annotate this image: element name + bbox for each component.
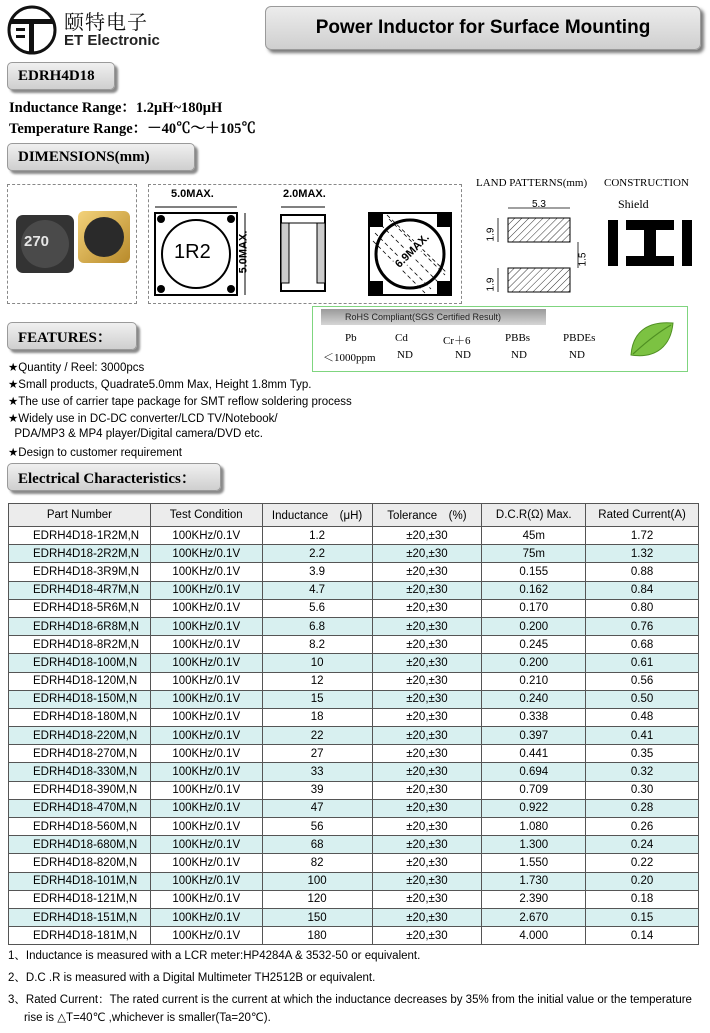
tolerance-cell: ±20,±30 [372, 799, 482, 817]
test-condition-cell: 100KHz/0.1V [150, 872, 262, 890]
logo-english-name: ET Electronic [64, 32, 160, 49]
table-row [9, 818, 699, 836]
col-part-number: Part Number [9, 504, 151, 527]
inductance-cell: 4.7 [262, 581, 372, 599]
inductance-cell: 39 [262, 781, 372, 799]
rohs-val-pbbs: ND [511, 349, 527, 361]
dcr-cell: 1.550 [482, 854, 586, 872]
part-number-cell: EDRH4D18-390M,N [9, 781, 151, 799]
inductance-cell: 150 [262, 908, 372, 926]
part-number-cell: EDRH4D18-330M,N [9, 763, 151, 781]
tolerance-cell: ±20,±30 [372, 890, 482, 908]
note-1: 1、Inductance is measured with a LCR meter:HP4284A & 3532-50 or equivalent. [8, 950, 421, 962]
rohs-val-cd: ND [397, 349, 413, 361]
table-header-row [9, 504, 699, 527]
shield-label: Shield [618, 197, 649, 211]
dcr-cell: 0.200 [482, 617, 586, 635]
table-row [9, 672, 699, 690]
test-condition-cell: 100KHz/0.1V [150, 927, 262, 945]
part-number-cell: EDRH4D18-151M,N [9, 908, 151, 926]
et-logo-icon [6, 4, 58, 56]
table-row [9, 836, 699, 854]
dcr-cell: 0.694 [482, 763, 586, 781]
inductance-cell: 180 [262, 927, 372, 945]
rated-current-cell: 0.84 [586, 581, 699, 599]
dimension-drawing [148, 184, 462, 304]
rated-current-cell: 1.32 [586, 545, 699, 563]
model-tab: EDRH4D18 [7, 62, 115, 90]
rated-current-cell: 0.48 [586, 708, 699, 726]
inductance-cell: 33 [262, 763, 372, 781]
part-number-cell: EDRH4D18-680M,N [9, 836, 151, 854]
inductance-cell: 1.2 [262, 527, 372, 545]
inductance-cell: 68 [262, 836, 372, 854]
feature-item: PDA/MP3 & MP4 player/Digital camera/DVD etc. [8, 428, 263, 440]
table-row [9, 927, 699, 945]
inductance-cell: 47 [262, 799, 372, 817]
rohs-col-pbdes: PBDEs [563, 332, 596, 344]
dimensions-tab: DIMENSIONS(mm) [7, 143, 195, 171]
tolerance-cell: ±20,±30 [372, 745, 482, 763]
land-pattern-diagram [480, 196, 590, 301]
table-row [9, 545, 699, 563]
inductance-cell: 100 [262, 872, 372, 890]
table-row [9, 581, 699, 599]
tolerance-cell: ±20,±30 [372, 599, 482, 617]
inductance-range: Inductance Range：1.2μH~180μH [9, 100, 223, 116]
table-row [9, 636, 699, 654]
test-condition-cell: 100KHz/0.1V [150, 672, 262, 690]
table-row [9, 527, 699, 545]
dcr-cell: 2.670 [482, 908, 586, 926]
inductance-cell: 15 [262, 690, 372, 708]
dcr-cell: 1.730 [482, 872, 586, 890]
rated-current-cell: 0.28 [586, 799, 699, 817]
dcr-cell: 0.170 [482, 599, 586, 617]
dcr-cell: 45m [482, 527, 586, 545]
table-row [9, 890, 699, 908]
construction-shield-icon [608, 218, 692, 268]
tolerance-cell: ±20,±30 [372, 781, 482, 799]
rated-current-cell: 0.30 [586, 781, 699, 799]
dcr-cell: 0.200 [482, 654, 586, 672]
tolerance-cell: ±20,±30 [372, 581, 482, 599]
company-logo [6, 4, 160, 56]
tolerance-cell: ±20,±30 [372, 654, 482, 672]
tolerance-cell: ±20,±30 [372, 672, 482, 690]
land-pad-a-dim: 1.9 [485, 227, 497, 242]
electrical-tab: Electrical Characteristics： [7, 463, 221, 491]
test-condition-cell: 100KHz/0.1V [150, 890, 262, 908]
table-row [9, 872, 699, 890]
temperature-range: Temperature Range：－40℃～＋105℃ [9, 121, 256, 137]
rated-current-cell: 0.41 [586, 727, 699, 745]
test-condition-cell: 100KHz/0.1V [150, 617, 262, 635]
inductance-cell: 22 [262, 727, 372, 745]
rohs-col-cd: Cd [395, 332, 408, 344]
rated-current-cell: 0.18 [586, 890, 699, 908]
test-condition-cell: 100KHz/0.1V [150, 563, 262, 581]
part-number-cell: EDRH4D18-6R8M,N [9, 617, 151, 635]
inductance-cell: 56 [262, 818, 372, 836]
feature-item: ★The use of carrier tape package for SMT reflow soldering process [8, 396, 352, 408]
rated-current-cell: 0.22 [586, 854, 699, 872]
rated-current-cell: 0.80 [586, 599, 699, 617]
rated-current-cell: 0.50 [586, 690, 699, 708]
tolerance-cell: ±20,±30 [372, 854, 482, 872]
land-pad-b-dim: 1.9 [485, 277, 497, 292]
tolerance-cell: ±20,±30 [372, 872, 482, 890]
note-2: 2、D.C .R is measured with a Digital Multimeter TH2512B or equivalent. [8, 972, 376, 984]
inductance-cell: 82 [262, 854, 372, 872]
rated-current-cell: 0.14 [586, 927, 699, 945]
side-view-height-dim: 2.0MAX. [283, 188, 326, 200]
rohs-val-pb: ＜1000ppm [323, 352, 376, 364]
test-condition-cell: 100KHz/0.1V [150, 727, 262, 745]
col-tolerance: Tolerance (%) [372, 504, 482, 527]
table-row [9, 781, 699, 799]
table-row [9, 745, 699, 763]
part-number-cell: EDRH4D18-470M,N [9, 799, 151, 817]
inductance-cell: 8.2 [262, 636, 372, 654]
tolerance-cell: ±20,±30 [372, 690, 482, 708]
table-row [9, 799, 699, 817]
tolerance-cell: ±20,±30 [372, 908, 482, 926]
part-number-cell: EDRH4D18-101M,N [9, 872, 151, 890]
rohs-col-pbbs: PBBs [505, 332, 531, 344]
table-row [9, 854, 699, 872]
col-rated-current: Rated Current(A) [586, 504, 699, 527]
table-row [9, 563, 699, 581]
rated-current-cell: 0.56 [586, 672, 699, 690]
electrical-table [8, 503, 699, 945]
tolerance-cell: ±20,±30 [372, 563, 482, 581]
test-condition-cell: 100KHz/0.1V [150, 818, 262, 836]
part-number-cell: EDRH4D18-220M,N [9, 727, 151, 745]
dcr-cell: 1.300 [482, 836, 586, 854]
rated-current-cell: 0.68 [586, 636, 699, 654]
part-number-cell: EDRH4D18-1R2M,N [9, 527, 151, 545]
rohs-val-cr6: ND [455, 349, 471, 361]
tolerance-cell: ±20,±30 [372, 818, 482, 836]
top-view-marking: 1R2 [174, 241, 211, 263]
dcr-cell: 0.338 [482, 708, 586, 726]
feature-item: ★Widely use in DC-DC converter/LCD TV/Notebook/ [8, 413, 278, 425]
tolerance-cell: ±20,±30 [372, 636, 482, 654]
test-condition-cell: 100KHz/0.1V [150, 708, 262, 726]
inductance-cell: 6.8 [262, 617, 372, 635]
dcr-cell: 0.240 [482, 690, 586, 708]
inductance-cell: 10 [262, 654, 372, 672]
product-photo [7, 184, 137, 304]
dcr-cell: 0.162 [482, 581, 586, 599]
page-title: Power Inductor for Surface Mounting [265, 6, 701, 50]
rohs-col-pb: Pb [345, 332, 357, 344]
rated-current-cell: 0.20 [586, 872, 699, 890]
table-row [9, 617, 699, 635]
tolerance-cell: ±20,±30 [372, 927, 482, 945]
land-gap-dim: 1.5 [577, 252, 589, 267]
part-number-cell: EDRH4D18-180M,N [9, 708, 151, 726]
dcr-cell: 0.210 [482, 672, 586, 690]
dcr-cell: 0.245 [482, 636, 586, 654]
tolerance-cell: ±20,±30 [372, 545, 482, 563]
inductance-cell: 12 [262, 672, 372, 690]
test-condition-cell: 100KHz/0.1V [150, 654, 262, 672]
rohs-panel [312, 306, 688, 372]
tolerance-cell: ±20,±30 [372, 527, 482, 545]
rohs-header: RoHS Compliant(SGS Certified Result) [321, 309, 546, 325]
table-row [9, 708, 699, 726]
inductance-cell: 120 [262, 890, 372, 908]
rated-current-cell: 0.88 [586, 563, 699, 581]
inductance-cell: 3.9 [262, 563, 372, 581]
test-condition-cell: 100KHz/0.1V [150, 599, 262, 617]
part-number-cell: EDRH4D18-3R9M,N [9, 563, 151, 581]
rohs-col-cr6: Cr＋6 [443, 335, 471, 347]
features-tab: FEATURES： [7, 322, 137, 350]
feature-item: ★Design to customer requirement [8, 447, 182, 459]
test-condition-cell: 100KHz/0.1V [150, 636, 262, 654]
feature-item: ★Small products, Quadrate5.0mm Max, Height 1.8mm Typ. [8, 379, 312, 391]
tolerance-cell: ±20,±30 [372, 708, 482, 726]
part-number-cell: EDRH4D18-5R6M,N [9, 599, 151, 617]
rated-current-cell: 0.61 [586, 654, 699, 672]
col-inductance: Inductance (μH) [262, 504, 372, 527]
dcr-cell: 4.000 [482, 927, 586, 945]
dcr-cell: 0.397 [482, 727, 586, 745]
logo-chinese-name: 颐特电子 [64, 10, 148, 34]
construction-label: CONSTRUCTION [604, 177, 689, 189]
rated-current-cell: 0.24 [586, 836, 699, 854]
part-number-cell: EDRH4D18-8R2M,N [9, 636, 151, 654]
part-number-cell: EDRH4D18-2R2M,N [9, 545, 151, 563]
dcr-cell: 0.155 [482, 563, 586, 581]
rated-current-cell: 1.72 [586, 527, 699, 545]
part-number-cell: EDRH4D18-4R7M,N [9, 581, 151, 599]
rated-current-cell: 0.76 [586, 617, 699, 635]
test-condition-cell: 100KHz/0.1V [150, 799, 262, 817]
rated-current-cell: 0.15 [586, 908, 699, 926]
table-row [9, 690, 699, 708]
test-condition-cell: 100KHz/0.1V [150, 908, 262, 926]
rated-current-cell: 0.35 [586, 745, 699, 763]
tolerance-cell: ±20,±30 [372, 727, 482, 745]
photo-marking: 270 [24, 233, 50, 250]
rotated-view-dim: 6.9MAX. [393, 231, 432, 271]
table-row [9, 908, 699, 926]
test-condition-cell: 100KHz/0.1V [150, 581, 262, 599]
tolerance-cell: ±20,±30 [372, 617, 482, 635]
tolerance-cell: ±20,±30 [372, 763, 482, 781]
table-row [9, 727, 699, 745]
part-number-cell: EDRH4D18-820M,N [9, 854, 151, 872]
part-number-cell: EDRH4D18-100M,N [9, 654, 151, 672]
test-condition-cell: 100KHz/0.1V [150, 527, 262, 545]
test-condition-cell: 100KHz/0.1V [150, 836, 262, 854]
test-condition-cell: 100KHz/0.1V [150, 545, 262, 563]
inductance-cell: 2.2 [262, 545, 372, 563]
part-number-cell: EDRH4D18-150M,N [9, 690, 151, 708]
dcr-cell: 0.709 [482, 781, 586, 799]
part-number-cell: EDRH4D18-181M,N [9, 927, 151, 945]
part-number-cell: EDRH4D18-270M,N [9, 745, 151, 763]
rated-current-cell: 0.32 [586, 763, 699, 781]
dcr-cell: 2.390 [482, 890, 586, 908]
part-number-cell: EDRH4D18-560M,N [9, 818, 151, 836]
land-width-dim: 5.3 [532, 199, 546, 210]
green-leaf-icon [627, 319, 677, 361]
table-row [9, 654, 699, 672]
col-test-condition: Test Condition [150, 504, 262, 527]
rated-current-cell: 0.26 [586, 818, 699, 836]
part-number-cell: EDRH4D18-121M,N [9, 890, 151, 908]
land-patterns-label: LAND PATTERNS(mm) [476, 177, 588, 189]
test-condition-cell: 100KHz/0.1V [150, 690, 262, 708]
dcr-cell: 1.080 [482, 818, 586, 836]
rohs-val-pbdes: ND [569, 349, 585, 361]
tolerance-cell: ±20,±30 [372, 836, 482, 854]
test-condition-cell: 100KHz/0.1V [150, 745, 262, 763]
feature-item: ★Quantity / Reel: 3000pcs [8, 362, 145, 374]
inductance-cell: 5.6 [262, 599, 372, 617]
table-row [9, 763, 699, 781]
test-condition-cell: 100KHz/0.1V [150, 781, 262, 799]
dcr-cell: 0.441 [482, 745, 586, 763]
inductance-cell: 18 [262, 708, 372, 726]
note-3: 3、Rated Current：The rated current is the current at which the inductance decreases by 35% from the initial value or the temperature [8, 994, 692, 1006]
test-condition-cell: 100KHz/0.1V [150, 763, 262, 781]
test-condition-cell: 100KHz/0.1V [150, 854, 262, 872]
part-number-cell: EDRH4D18-120M,N [9, 672, 151, 690]
col-dcr: D.C.R(Ω) Max. [482, 504, 586, 527]
table-row [9, 599, 699, 617]
note-3-cont: rise is △T=40℃ ,whichever is smaller(Ta=20℃). [8, 1012, 271, 1024]
dcr-cell: 0.922 [482, 799, 586, 817]
top-view-width-dim: 5.0MAX. [171, 188, 214, 200]
top-view-height-dim: 5.0MAX. [237, 230, 250, 274]
dcr-cell: 75m [482, 545, 586, 563]
inductance-cell: 27 [262, 745, 372, 763]
